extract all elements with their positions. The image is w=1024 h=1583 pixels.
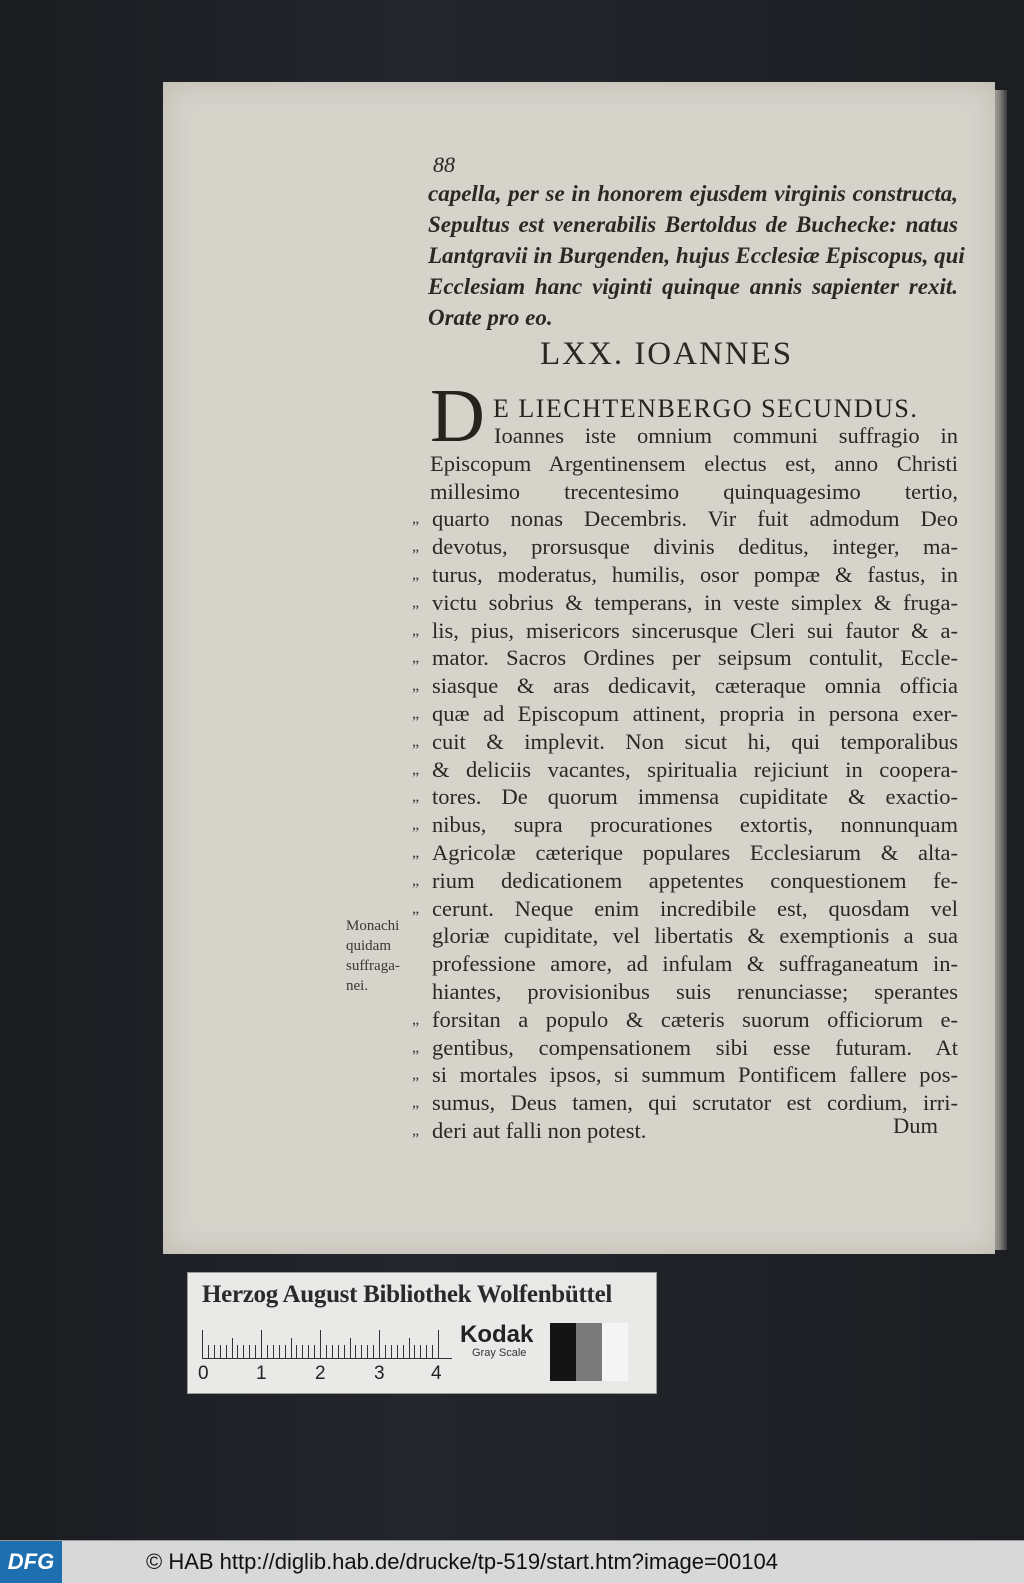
margin-note-line: nei. <box>346 978 369 994</box>
ruler-tick <box>420 1345 421 1358</box>
quote-mark: „ <box>412 732 420 750</box>
color-calibration-card <box>187 1272 657 1394</box>
body-line <box>412 839 958 867</box>
body-line <box>412 505 958 533</box>
ruler-tick <box>237 1345 238 1358</box>
ruler-tick <box>403 1345 404 1358</box>
chapter-heading: LXX. IOANNES <box>540 336 794 372</box>
body-line <box>412 811 958 839</box>
quote-mark: „ <box>412 593 420 611</box>
body-line <box>412 922 958 950</box>
body-line-text: tores. De quorum immensa cupiditate & exactio- <box>432 784 958 810</box>
ruler-tick <box>202 1330 203 1358</box>
body-line <box>412 561 958 589</box>
body-line <box>412 783 958 811</box>
ruler-tick <box>208 1345 209 1358</box>
margin-note-line: quidam <box>346 938 391 954</box>
chapter-subtitle: E LIECHTENBERGO SECUNDUS. <box>493 394 919 423</box>
quote-mark: „ <box>412 760 420 778</box>
ruler-tick <box>414 1345 415 1358</box>
ruler-tick <box>267 1345 268 1358</box>
ruler-tick <box>291 1338 292 1358</box>
body-line-text: gentibus, compensationem sibi esse futuram. At <box>432 1034 958 1060</box>
footer-bar <box>0 1540 1024 1583</box>
ruler-tick <box>249 1345 250 1358</box>
quote-mark: „ <box>412 1094 420 1112</box>
body-line <box>412 672 958 700</box>
body-line <box>412 1006 958 1034</box>
gray-swatch-mid <box>576 1323 602 1381</box>
quote-mark: „ <box>412 677 420 695</box>
body-line <box>412 950 958 978</box>
body-line-text: hiantes, provisionibus suis renunciasse; sperantes <box>432 978 958 1004</box>
body-line-text: cerunt. Neque enim incredibile est, quosdam vel <box>432 895 958 921</box>
ruler-tick <box>320 1330 321 1358</box>
page-number: 88 <box>433 152 455 177</box>
ruler-tick <box>314 1345 315 1358</box>
ruler-tick <box>350 1338 351 1358</box>
body-line-text: Agricolæ cæterique populares Ecclesiarum & alta- <box>432 839 958 865</box>
quote-mark: „ <box>412 510 420 528</box>
quote-mark: „ <box>412 565 420 583</box>
body-line-text: Episcopum Argentinensem electus est, anno Christi <box>430 450 958 476</box>
body-line <box>412 617 958 645</box>
footer-copyright: © HAB http://diglib.hab.de/drucke/tp-519/start.htm?image=00104 <box>146 1549 778 1574</box>
body-line-text: devotus, prorsusque divinis deditus, integer, ma- <box>432 534 958 560</box>
ruler-tick <box>261 1330 262 1358</box>
ruler-tick <box>379 1330 380 1358</box>
ruler-tick <box>432 1345 433 1358</box>
ruler-baseline <box>202 1358 452 1359</box>
ruler-tick <box>361 1345 362 1358</box>
ruler-tick <box>226 1345 227 1358</box>
intro-line: capella, per se in honorem ejusdem virginis constructa, <box>428 181 958 206</box>
ruler-tick <box>438 1330 439 1358</box>
ruler-numbers <box>198 1363 448 1387</box>
body-line <box>412 450 958 478</box>
quote-mark: „ <box>412 871 420 889</box>
ruler-number: 2 <box>315 1363 326 1384</box>
gray-swatch-white <box>602 1323 628 1381</box>
body-line-text: deri aut falli non potest. <box>432 1117 647 1143</box>
ruler-tick <box>273 1345 274 1358</box>
body-line-text: forsitan a populo & cæteris suorum officiorum e- <box>432 1006 958 1032</box>
ruler-scale <box>202 1328 452 1364</box>
quote-mark: „ <box>412 1010 420 1028</box>
ruler-tick <box>397 1345 398 1358</box>
body-line <box>412 700 958 728</box>
body-line-text: lis, pius, misericors sincerusque Cleri sui fautor & a- <box>432 617 958 643</box>
ruler-number: 3 <box>374 1363 385 1384</box>
quote-mark: „ <box>412 1038 420 1056</box>
body-line <box>412 978 958 1006</box>
body-line <box>412 1089 958 1117</box>
body-line-text: quæ ad Episcopum attinent, propria in persona exer- <box>432 700 958 726</box>
kodak-subtitle: Gray Scale <box>472 1347 527 1359</box>
gray-swatch-black <box>550 1323 576 1381</box>
margin-note <box>346 916 426 996</box>
body-line-text: sumus, Deus tamen, qui scrutator est cordium, irri- <box>432 1090 958 1116</box>
ruler-tick <box>385 1345 386 1358</box>
kodak-brand: Kodak <box>460 1321 534 1348</box>
ruler-tick <box>332 1345 333 1358</box>
quote-mark: „ <box>412 538 420 556</box>
ruler-tick <box>409 1338 410 1358</box>
body-line <box>412 422 958 450</box>
quote-mark: „ <box>412 816 420 834</box>
quote-mark: „ <box>412 788 420 806</box>
library-name: Herzog August Bibliothek Wolfenbüttel <box>202 1281 613 1308</box>
ruler-number: 4 <box>431 1363 442 1384</box>
body-line-text: cuit & implevit. Non sicut hi, qui temporalibus <box>432 728 958 754</box>
ruler-tick <box>391 1345 392 1358</box>
intro-line: Sepultus est venerabilis Bertoldus de Buchecke: natus <box>428 212 958 237</box>
intro-paragraph <box>428 178 965 333</box>
body-line-text: mator. Sacros Ordines per seipsum contulit, Eccle- <box>432 645 958 671</box>
ruler-number: 0 <box>198 1363 209 1384</box>
body-line-text: Ioannes iste omnium communi suffragio in <box>494 423 958 448</box>
ruler-number: 1 <box>256 1363 267 1384</box>
body-line <box>412 728 958 756</box>
intro-line: Lantgravii in Burgenden, hujus Ecclesiæ Episcopus, qui <box>428 243 965 268</box>
ruler-tick <box>220 1345 221 1358</box>
ruler-tick <box>344 1345 345 1358</box>
body-line <box>412 533 958 561</box>
body-line <box>412 478 958 506</box>
body-line <box>412 867 958 895</box>
quote-mark: „ <box>412 899 420 917</box>
body-line-text: nibus, supra procurationes extortis, nonnunquam <box>432 812 958 838</box>
margin-note-line: Monachi <box>346 918 400 934</box>
body-line-text: turus, moderatus, humilis, osor pompæ & fastus, in <box>432 561 958 587</box>
ruler-tick <box>373 1345 374 1358</box>
body-line-text: professione amore, ad infulam & suffraganeatum in- <box>432 951 958 977</box>
kodak-label <box>460 1323 533 1359</box>
quote-mark: „ <box>412 649 420 667</box>
ruler-tick <box>214 1345 215 1358</box>
ruler-tick <box>308 1345 309 1358</box>
dfg-logo: DFG <box>0 1541 62 1583</box>
ruler-tick <box>232 1338 233 1358</box>
ruler-tick <box>302 1345 303 1358</box>
body-line <box>412 1117 958 1145</box>
body-line-text: quarto nonas Decembris. Vir fuit admodum Deo <box>432 506 958 532</box>
intro-line: Ecclesiam hanc viginti quinque annis sapienter rexit. <box>428 274 958 299</box>
ruler-tick <box>367 1345 368 1358</box>
drop-cap: D <box>430 374 485 458</box>
ruler-tick <box>296 1345 297 1358</box>
catchword: Dum <box>893 1113 938 1138</box>
ruler-tick <box>279 1345 280 1358</box>
quote-mark: „ <box>412 1066 420 1084</box>
body-line <box>412 756 958 784</box>
quote-mark: „ <box>412 843 420 861</box>
ruler-tick <box>243 1345 244 1358</box>
quote-mark: „ <box>412 1121 420 1139</box>
body-line <box>412 644 958 672</box>
body-text <box>412 422 958 1145</box>
quote-mark: „ <box>412 621 420 639</box>
body-line-text: millesimo trecentesimo quinquagesimo tertio, <box>430 478 958 504</box>
body-line-text: rium dedicationem appetentes conquestionem fe- <box>432 867 958 893</box>
margin-note-line: suffraga- <box>346 958 400 974</box>
body-line <box>412 1061 958 1089</box>
body-line-text: gloriæ cupiditate, vel libertatis & exemptionis a sua <box>432 923 958 949</box>
body-line-text: siasque & aras dedicavit, cæteraque omnia officia <box>432 673 958 699</box>
ruler-tick <box>326 1345 327 1358</box>
body-line-text: victu sobrius & temperans, in veste simplex & fruga- <box>432 589 958 615</box>
body-line-text: & deliciis vacantes, spiritualia rejiciunt in coopera- <box>432 756 958 782</box>
quote-mark: „ <box>412 704 420 722</box>
ruler-tick <box>338 1345 339 1358</box>
ruler-tick <box>355 1345 356 1358</box>
ruler-tick <box>285 1345 286 1358</box>
ruler-tick <box>426 1345 427 1358</box>
intro-line: Orate pro eo. <box>428 305 553 330</box>
body-line <box>412 895 958 923</box>
body-line <box>412 1034 958 1062</box>
ruler-tick <box>255 1345 256 1358</box>
body-line-text: si mortales ipsos, si summum Pontificem fallere pos- <box>432 1062 958 1088</box>
body-line <box>412 589 958 617</box>
